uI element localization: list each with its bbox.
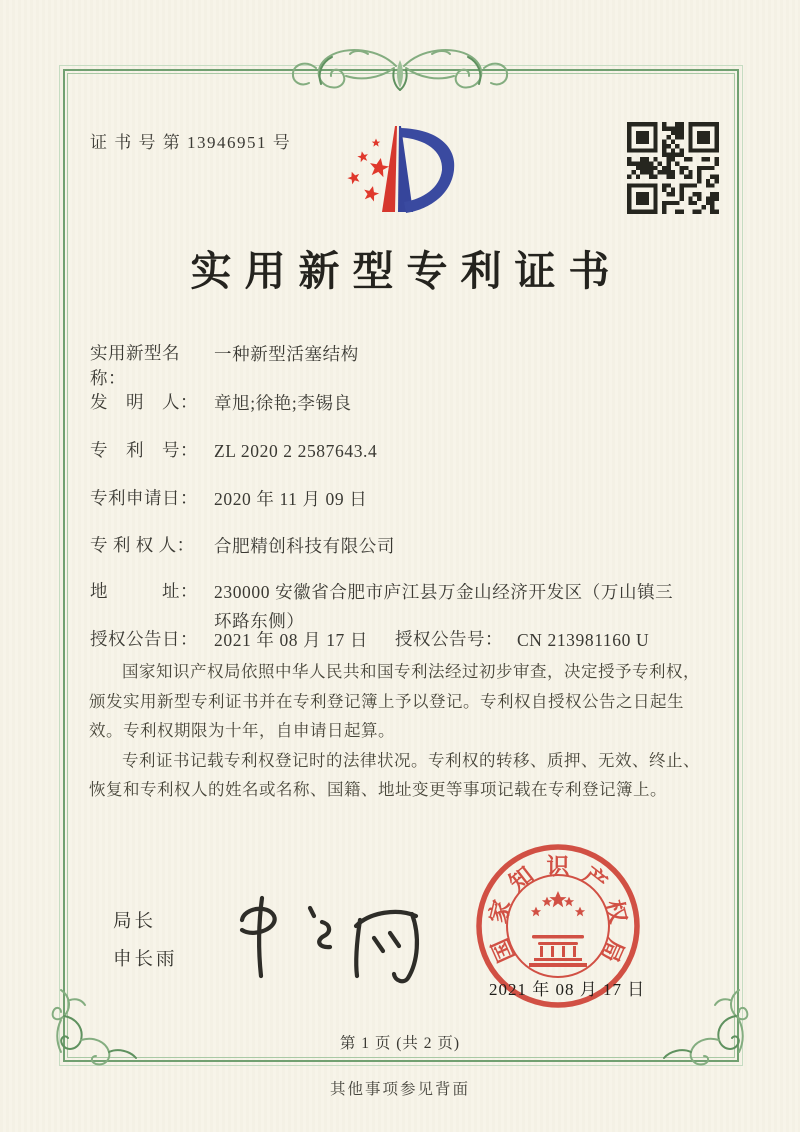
field-label-grant-number: 授权公告号： — [395, 629, 503, 649]
field-value: 2020 年 11 月 09 日 — [214, 489, 368, 509]
svg-text:家: 家 — [485, 897, 516, 926]
field-row-utility-model-name — [90, 340, 722, 390]
svg-text:权: 权 — [600, 897, 631, 926]
field-value-grant-number: CN 213981160 U — [517, 630, 650, 650]
certificate-title: 实用新型专利证书 — [190, 248, 623, 294]
field-value: 合肥精创科技有限公司 — [214, 536, 395, 556]
legal-paragraph-2: 专利证书记载专利权登记时的法律状况。专利权的转移、质押、无效、终止、恢复和专利权人的姓名或名称、国籍、地址变更等事项记载在专利登记簿上。 — [89, 750, 700, 799]
svg-text:局: 局 — [596, 934, 629, 966]
field-row-filing-date — [90, 485, 722, 514]
field-value: ZL 2020 2 2587643.4 — [214, 441, 378, 461]
field-row-inventors — [90, 389, 722, 418]
field-value-grant-date: 2021 年 08 月 17 日 — [214, 630, 368, 650]
director-name: 申长雨 — [113, 950, 178, 970]
field-value: 章旭;徐艳;李锡良 — [214, 393, 352, 413]
field-label: 发 明 人： — [90, 392, 198, 412]
director-block — [113, 903, 178, 979]
field-label: 地 址： — [90, 581, 198, 601]
legal-text-block — [89, 657, 713, 805]
svg-text:国: 国 — [487, 934, 520, 966]
qr-code-icon — [627, 122, 719, 214]
field-row-grant — [90, 626, 722, 655]
svg-text:识: 识 — [546, 854, 570, 879]
field-value: 一种新型活塞结构 — [214, 344, 359, 364]
certificate-number: 证 书 号 第 13946951 号 — [90, 133, 292, 152]
legal-paragraph-1: 国家知识产权局依照中华人民共和国专利法经过初步审查，决定授予专利权，颁发实用新型专利证书并在专利登记簿上予以登记。专利权自授权公告之日起生效。专利权期限为十年，自申请日起算。 — [89, 662, 700, 740]
director-handwritten-signature-icon — [218, 886, 433, 986]
page-number: 第 1 页 (共 2 页) — [339, 1035, 461, 1052]
top-center-floral-ornament-icon — [282, 42, 518, 94]
field-label: 专利申请日： — [90, 488, 198, 508]
svg-text:产: 产 — [577, 862, 612, 897]
svg-text:知: 知 — [504, 862, 539, 897]
field-row-patent-number — [90, 437, 722, 466]
director-title: 局长 — [113, 912, 157, 932]
field-row-patentee — [90, 532, 722, 561]
field-value: 230000 安徽省合肥市庐江县万金山经济开发区（万山镇三环路东侧） — [214, 582, 674, 631]
field-label: 专 利 权 人： — [90, 535, 195, 555]
field-label: 专 利 号： — [90, 440, 198, 460]
cnipa-logo-icon — [343, 118, 461, 218]
field-label: 实用新型名称： — [90, 343, 180, 388]
seal-date: 2021 年 08 月 17 日 — [489, 980, 646, 999]
field-label-grant-date: 授权公告日： — [90, 629, 198, 649]
back-side-note: 其他事项参见背面 — [329, 1081, 470, 1098]
